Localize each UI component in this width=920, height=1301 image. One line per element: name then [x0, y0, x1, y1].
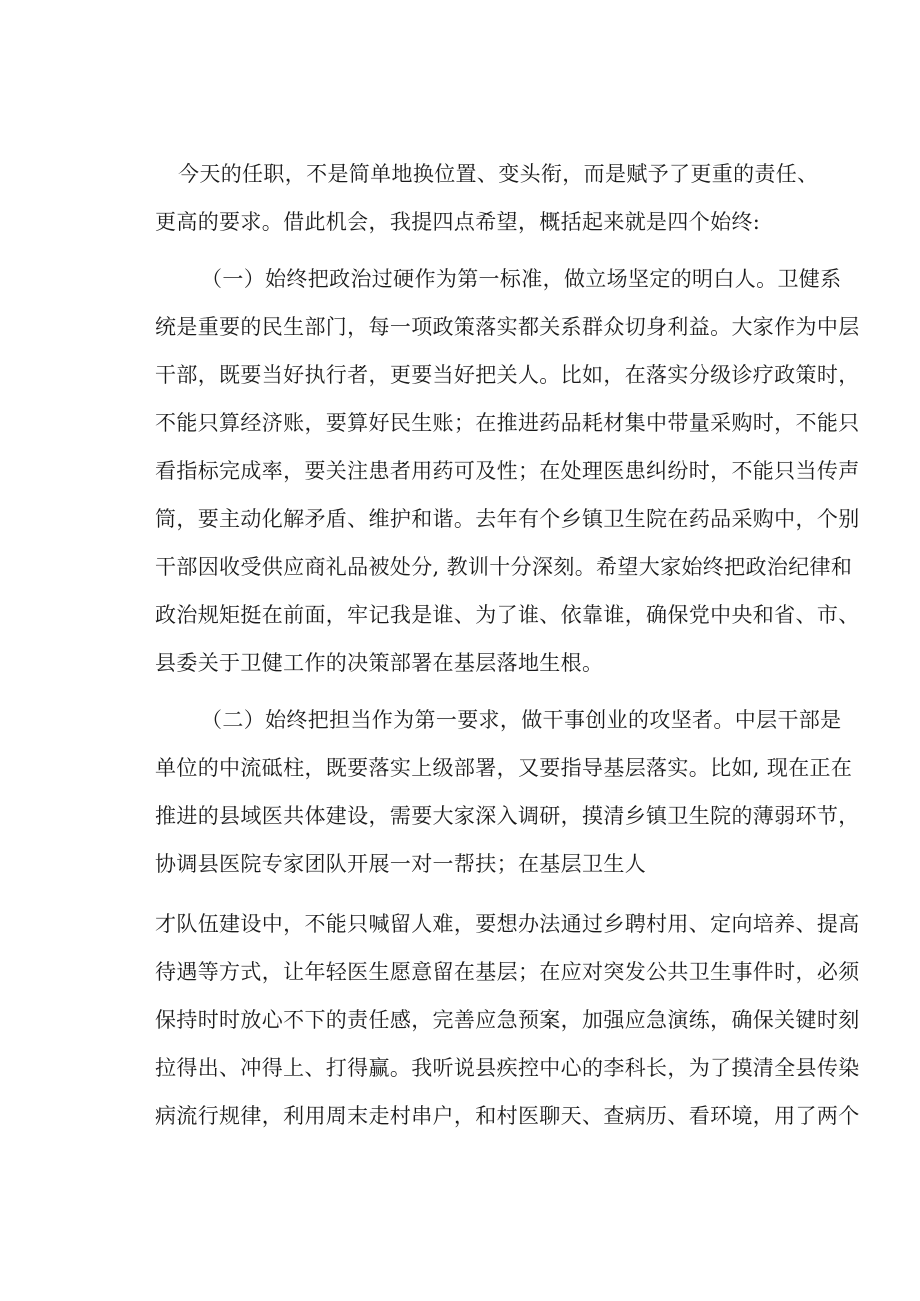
text-line: 拉得出、冲得上、打得赢。我听说县疾控中心的李科长，为了摸清全县传染 — [155, 1056, 860, 1080]
text-line: （一）始终把政治过硬作为第一标准，做立场坚定的明白人。卫健系 — [201, 267, 842, 291]
text-line: 保持时时放心不下的责任感，完善应急预案，加强应急演练，确保关键时刻 — [155, 1008, 860, 1032]
text-line: 协调县医院专家团队开展一对一帮扶；在基层卫生人 — [155, 852, 647, 876]
text-line: 政治规矩挺在前面，牢记我是谁、为了谁、依靠谁，确保党中央和省、市、 — [155, 603, 860, 627]
text-line: 干部，既要当好执行者，更要当好把关人。比如，在落实分级诊疗政策时， — [155, 363, 860, 387]
text-line: 待遇等方式，让年轻医生愿意留在基层；在应对突发公共卫生事件时，必须 — [155, 960, 860, 984]
text-line: 更高的要求。借此机会，我提四点希望，概括起来就是四个始终: — [155, 210, 761, 234]
text-line: （二）始终把担当作为第一要求，做干事创业的攻坚者。中层干部是 — [201, 708, 842, 732]
text-line: 推进的县域医共体建设，需要大家深入调研，摸清乡镇卫生院的薄弱环节， — [155, 804, 860, 828]
text-line: 统是重要的民生部门，每一项政策落实都关系群众切身利益。大家作为中层 — [155, 315, 860, 339]
text-line: 才队伍建设中，不能只喊留人难，要想办法通过乡聘村用、定向培养、提高 — [155, 912, 860, 936]
text-line: 单位的中流砥柱，既要落实上级部署，又要指导基层落实。比如, 现在正在 — [155, 756, 853, 780]
text-line: 筒，要主动化解矛盾、维护和谐。去年有个乡镇卫生院在药品采购中，个别 — [155, 507, 860, 531]
text-line: 看指标完成率，要关注患者用药可及性；在处理医患纠纷时，不能只当传声 — [155, 459, 860, 483]
text-line: 干部因收受供应商礼品被处分, 教训十分深刻。希望大家始终把政治纪律和 — [155, 555, 853, 579]
text-line: 今天的任职，不是简单地换位置、变头衔，而是赋予了更重的责任、 — [178, 162, 819, 186]
text-line: 病流行规律，利用周末走村串户，和村医聊天、查病历、看环境，用了两个 — [155, 1104, 860, 1128]
text-line: 不能只算经济账，要算好民生账；在推进药品耗材集中带量采购时，不能只 — [155, 411, 860, 435]
text-line: 县委关于卫健工作的决策部署在基层落地生根。 — [155, 651, 604, 675]
